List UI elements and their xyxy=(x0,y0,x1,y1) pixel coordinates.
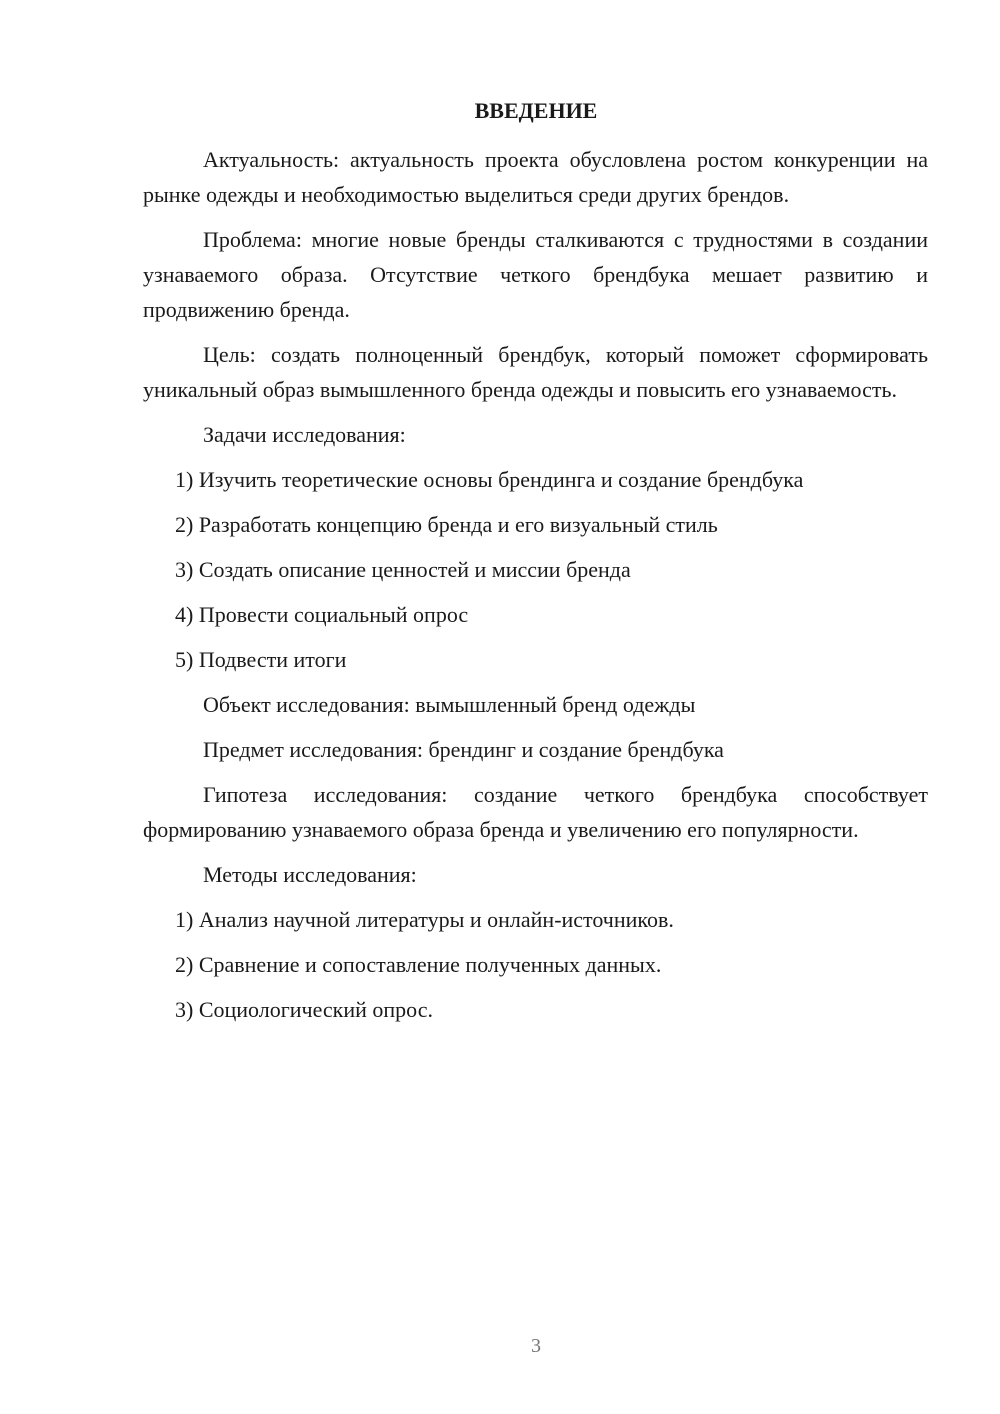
task-item: 2) Разработать концепцию бренда и его визуальный стиль xyxy=(175,512,718,537)
method-item: 3) Социологический опрос. xyxy=(175,997,433,1022)
problem-paragraph: Проблема: многие новые бренды сталкиваются с трудностями в создании узнаваемого образа. Отсутствие четкого брендбука мешает развитию и продвижению бренда. xyxy=(143,227,928,322)
methods-heading: Методы исследования: xyxy=(203,862,417,887)
task-item: 5) Подвести итоги xyxy=(175,647,347,672)
method-item: 1) Анализ научной литературы и онлайн-источников. xyxy=(175,907,674,932)
tasks-heading: Задачи исследования: xyxy=(203,422,406,447)
page-number: 3 xyxy=(531,1335,541,1357)
relevance-paragraph: Актуальность: актуальность проекта обусловлена ростом конкуренции на рынке одежды и необходимостью выделиться среди других брендов. xyxy=(143,147,928,207)
hypothesis-paragraph: Гипотеза исследования: создание четкого брендбука способствует формированию узнаваемого образа бренда и увеличению его популярности. xyxy=(143,782,928,842)
method-item: 2) Сравнение и сопоставление полученных данных. xyxy=(175,952,662,977)
research-subject: Предмет исследования: брендинг и создание брендбука xyxy=(203,737,724,762)
goal-paragraph: Цель: создать полноценный брендбук, который поможет сформировать уникальный образ вымышленного бренда одежды и повысить его узнаваемость. xyxy=(143,342,928,402)
task-item: 4) Провести социальный опрос xyxy=(175,602,469,627)
methods-list xyxy=(143,902,928,1027)
task-item: 1) Изучить теоретические основы брендинга и создание брендбука xyxy=(175,467,804,492)
document-body xyxy=(143,142,928,1037)
research-object: Объект исследования: вымышленный бренд одежды xyxy=(203,692,696,717)
section-title: ВВЕДЕНИЕ xyxy=(474,98,598,123)
task-item: 3) Создать описание ценностей и миссии бренда xyxy=(175,557,631,582)
tasks-list xyxy=(143,462,928,677)
